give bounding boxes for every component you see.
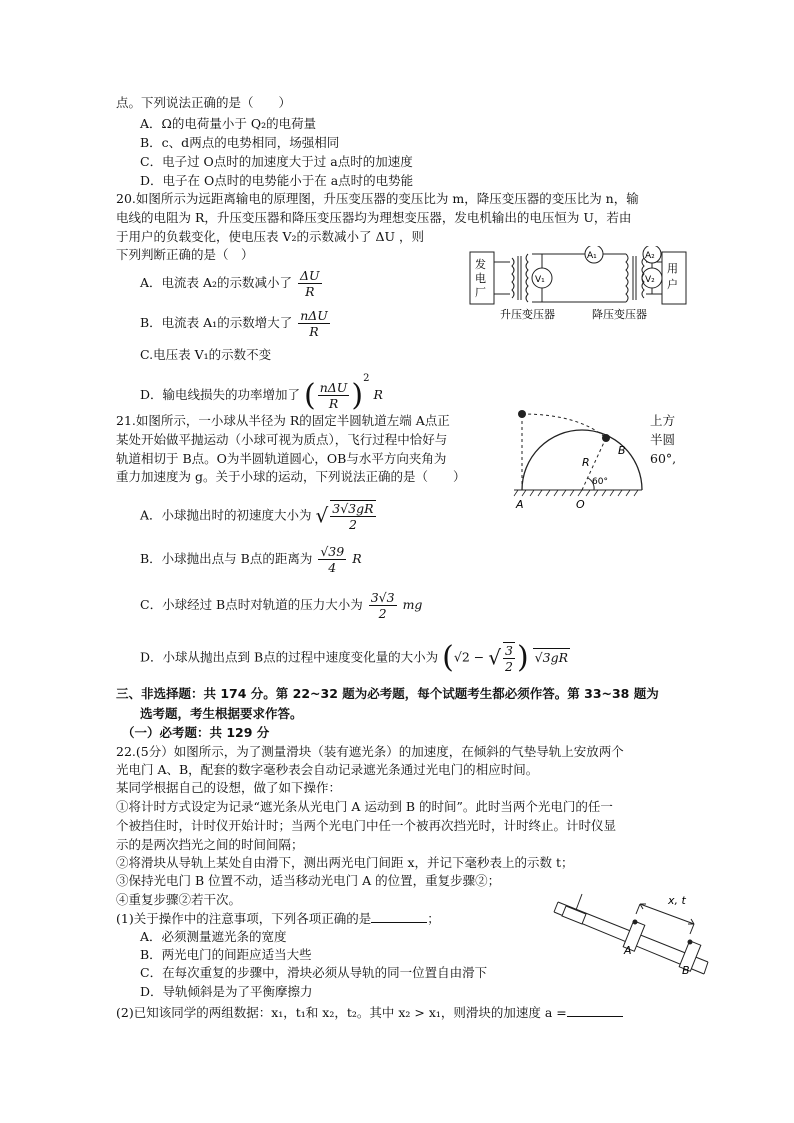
section3-line2: 选考题，考生根据要求作答。	[140, 706, 303, 721]
q21-option-a: A．小球抛出时的初速度大小为 √ $\frac{3√3gR}{2}$	[140, 501, 374, 532]
q20-line3: 于用户的负载变化，使电压表 V₂的示数减小了 ΔU ，则	[116, 229, 425, 244]
step-up-label: 升压变压器	[500, 308, 555, 321]
svg-text:厂: 厂	[475, 286, 486, 299]
q21-line1: 21.如图所示，一小球从半径为 R的固定半圆轨道左端 A点正	[116, 413, 450, 428]
q21-right3: 60°,	[650, 451, 677, 466]
q22-line3: 某同学根据自己的设想，做了如下操作：	[116, 780, 342, 795]
q19-option-d: D．电子在 O点时的电势能小于在 a点时的电势能	[140, 173, 414, 188]
q22-option-c: C．在每次重复的步骤中，滑块必须从导轨的同一位置自由滑下	[140, 965, 488, 980]
q19-option-c: C．电子过 O点时的加速度大于过 a点时的加速度	[140, 154, 413, 169]
q20-line4: 下列判断正确的是（ ）	[116, 247, 254, 262]
a2-label: A₂	[645, 251, 655, 261]
svg-text:B: B	[618, 444, 626, 457]
q22-line1: 22.(5分）如图所示，为了测量滑块（装有遮光条）的加速度，在倾斜的气垫导轨上安放两个	[116, 744, 624, 759]
q22-option-b: B．两光电门的间距应适当大些	[140, 947, 312, 962]
q22-sub2: (2)已知该同学的两组数据：x₁，t₁和 x₂，t₂。其中 x₂ > x₁，则滑块的加速度 a =	[116, 1004, 623, 1021]
svg-text:O: O	[576, 498, 585, 511]
q19-option-b: B．c、d两点的电势相同，场强相同	[140, 135, 340, 150]
q22-line7: ②将滑块从导轨上某处自由滑下，测出两光电门间距 x，并记下毫秒表上的示数 t；	[116, 855, 574, 870]
q21-right2: 半圆	[650, 432, 676, 447]
q22-line9: ④重复步骤②若干次。	[116, 892, 242, 907]
q21-right1: 上方	[650, 413, 676, 428]
q22-line6: 示的是两次挡光之间的时间间隔；	[116, 837, 304, 852]
q22-air-track-figure	[548, 880, 714, 984]
svg-text:电: 电	[475, 272, 486, 285]
q21-line2: 某处开始做平抛运动（小球可视为质点），飞行过程中恰好与	[116, 432, 448, 447]
svg-text:60°: 60°	[592, 477, 608, 487]
q21-option-c: C．小球经过 B点时对轨道的压力大小为 $\frac{3√3}{2}$ mg	[140, 590, 423, 621]
q20-option-d: D．输电线损失的功率增加了 ( $\frac{\text{nΔU}}{R}$ )$^2$ R	[140, 373, 383, 413]
q20-option-c: C.电压表 V₁的示数不变	[140, 347, 272, 362]
svg-text:户: 户	[667, 278, 678, 291]
svg-text:A: A	[516, 498, 524, 511]
q20-line2: 电线的电阻为 R，升压变压器和降压变压器均为理想变压器，发电机输出的电压恒为 U，若由	[116, 210, 632, 225]
q22-sub1: (1)关于操作中的注意事项，下列各项正确的是 ；	[116, 911, 440, 926]
q22-option-a: A．必须测量遮光条的宽度	[140, 929, 287, 944]
q20-option-b: B．电流表 A₁的示数增大了 $\frac{\text{nΔU}}{R}$	[140, 308, 328, 339]
q21-option-d: D．小球从抛出点到 B点的过程中速度变化量的大小为 (√2 − √ $\frac{3}{2}$ ) √3gR	[140, 640, 568, 675]
q22-line5: 个被挡住时，计时仪开始计时；当两个光电门中任一个被再次挡光时，计时终止。计时仪显	[116, 818, 617, 833]
q22-option-d: D．导轨倾斜是为了平衡摩擦力	[140, 984, 313, 999]
svg-text:x, t: x, t	[668, 894, 686, 907]
user-label-1: 用	[667, 262, 678, 275]
v1-label: V₁	[535, 275, 545, 285]
section3-sub: （一）必考题：共 129 分	[122, 725, 270, 740]
q20-line1: 20.如图所示为远距离输电的原理图，升压变压器的变压比为 m，降压变压器的变压比为 n，输	[116, 191, 639, 206]
q21-line3: 轨道相切于 B点。O为半圆轨道圆心，OB与水平方向夹角为	[116, 451, 447, 466]
q19-tail: 点。下列说法正确的是（ ）	[116, 95, 292, 110]
svg-text:B: B	[682, 964, 690, 977]
q22-line4: ①将计时方式设定为记录“遮光条从光电门 A 运动到 B 的时间”。此时当两个光电门的任一	[116, 799, 613, 814]
q22-line2: 光电门 A、B，配套的数字毫秒表会自动记录遮光条通过光电门的相应时间。	[116, 762, 539, 777]
q19-option-a: A．Ω的电荷量小于 Q₂的电荷量	[140, 116, 317, 131]
svg-text:R: R	[582, 456, 590, 469]
ball-start	[518, 410, 526, 418]
a1-label: A₁	[587, 251, 597, 261]
step-down-label: 降压变压器	[592, 308, 647, 321]
answer-blank-2	[567, 1004, 623, 1017]
generator-label-1: 发	[475, 258, 486, 271]
q22-line8: ③保持光电门 B 位置不动，适当移动光电门 A 的位置，重复步骤②；	[116, 873, 501, 888]
svg-text:A: A	[624, 944, 632, 957]
q21-option-b: B．小球抛出点与 B点的距离为 $\frac{√39}{4}$ R	[140, 544, 362, 575]
v2-label: V₂	[645, 275, 655, 285]
ball-at-b	[602, 434, 610, 442]
answer-blank-1	[371, 910, 427, 923]
q20-option-a: A．电流表 A₂的示数减小了 $\frac{\Delta U}{R}$	[140, 268, 320, 299]
q21-line4: 重力加速度为 g。关于小球的运动，下列说法正确的是（ ）	[116, 469, 466, 484]
q20-circuit-figure	[466, 246, 692, 322]
q21-semicircle-figure	[508, 404, 646, 512]
section3-line1: 三、非选择题：共 174 分。第 22~32 题为必考题，每个试题考生都必须作答。第 33~38 题为	[116, 686, 659, 701]
